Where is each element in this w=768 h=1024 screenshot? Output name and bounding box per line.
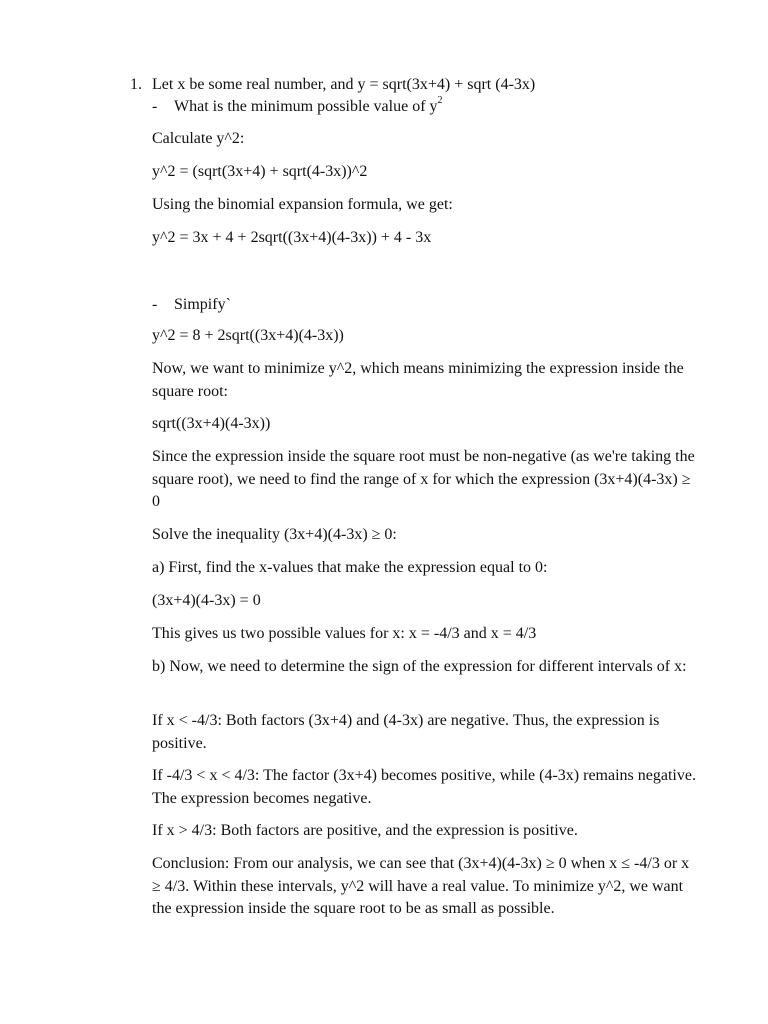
solve-inequality: Solve the inequality (3x+4)(4-3x) ≥ 0: — [152, 526, 397, 543]
minimize-paragraph: Now, we want to minimize y^2, which means minimizing the expression inside the square root: — [152, 360, 684, 400]
superscript: 2 — [437, 94, 443, 106]
equation-square: y^2 = (sqrt(3x+4) + sqrt(4-3x))^2 — [152, 163, 368, 180]
bullet-dash: - — [152, 296, 158, 313]
question-label: What is the minimum possible value of y — [174, 98, 438, 115]
step-b: b) Now, we need to determine the sign of the expression for different intervals of x: — [152, 658, 687, 675]
step-a: a) First, find the x-values that make the expression equal to 0: — [152, 559, 548, 576]
two-values-line: This gives us two possible values for x: x = -4/3 and x = 4/3 — [152, 625, 537, 642]
conclusion-paragraph: Conclusion: From our analysis, we can see that (3x+4)(4-3x) ≥ 0 when x ≤ -4/3 or x ≥ 4/3. Within these intervals, y^2 will have a real value. To minimize y^2, we want the expression inside the square root to be as small as possible. — [152, 855, 690, 917]
case-less-than: If x < -4/3: Both factors (3x+4) and (4-3x) are negative. Thus, the expression is positive. — [152, 712, 660, 752]
bullet-dash: - — [152, 98, 158, 115]
calculate-label: Calculate y^2: — [152, 130, 245, 147]
list-number: 1. — [130, 76, 142, 93]
case-between: If -4/3 < x < 4/3: The factor (3x+4) becomes positive, while (4-3x) remains negative. The expression becomes negative. — [152, 767, 696, 807]
sqrt-expression: sqrt((3x+4)(4-3x)) — [152, 415, 271, 432]
nonnegative-paragraph: Since the expression inside the square root must be non-negative (as we're taking the square root), we need to find the range of x for which the expression (3x+4)(4-3x) ≥ 0 — [152, 448, 695, 510]
simplify-text: Simpify` — [174, 296, 231, 313]
equation-zero: (3x+4)(4-3x) = 0 — [152, 592, 261, 609]
question-text — [174, 96, 443, 117]
equation-simplified: y^2 = 8 + 2sqrt((3x+4)(4-3x)) — [152, 327, 344, 344]
problem-statement: Let x be some real number, and y = sqrt(3x+4) + sqrt (4-3x) — [152, 76, 536, 93]
equation-expanded: y^2 = 3x + 4 + 2sqrt((3x+4)(4-3x)) + 4 - 3x — [152, 229, 432, 246]
case-greater-than: If x > 4/3: Both factors are positive, and the expression is positive. — [152, 822, 578, 839]
binomial-line: Using the binomial expansion formula, we get: — [152, 196, 453, 213]
